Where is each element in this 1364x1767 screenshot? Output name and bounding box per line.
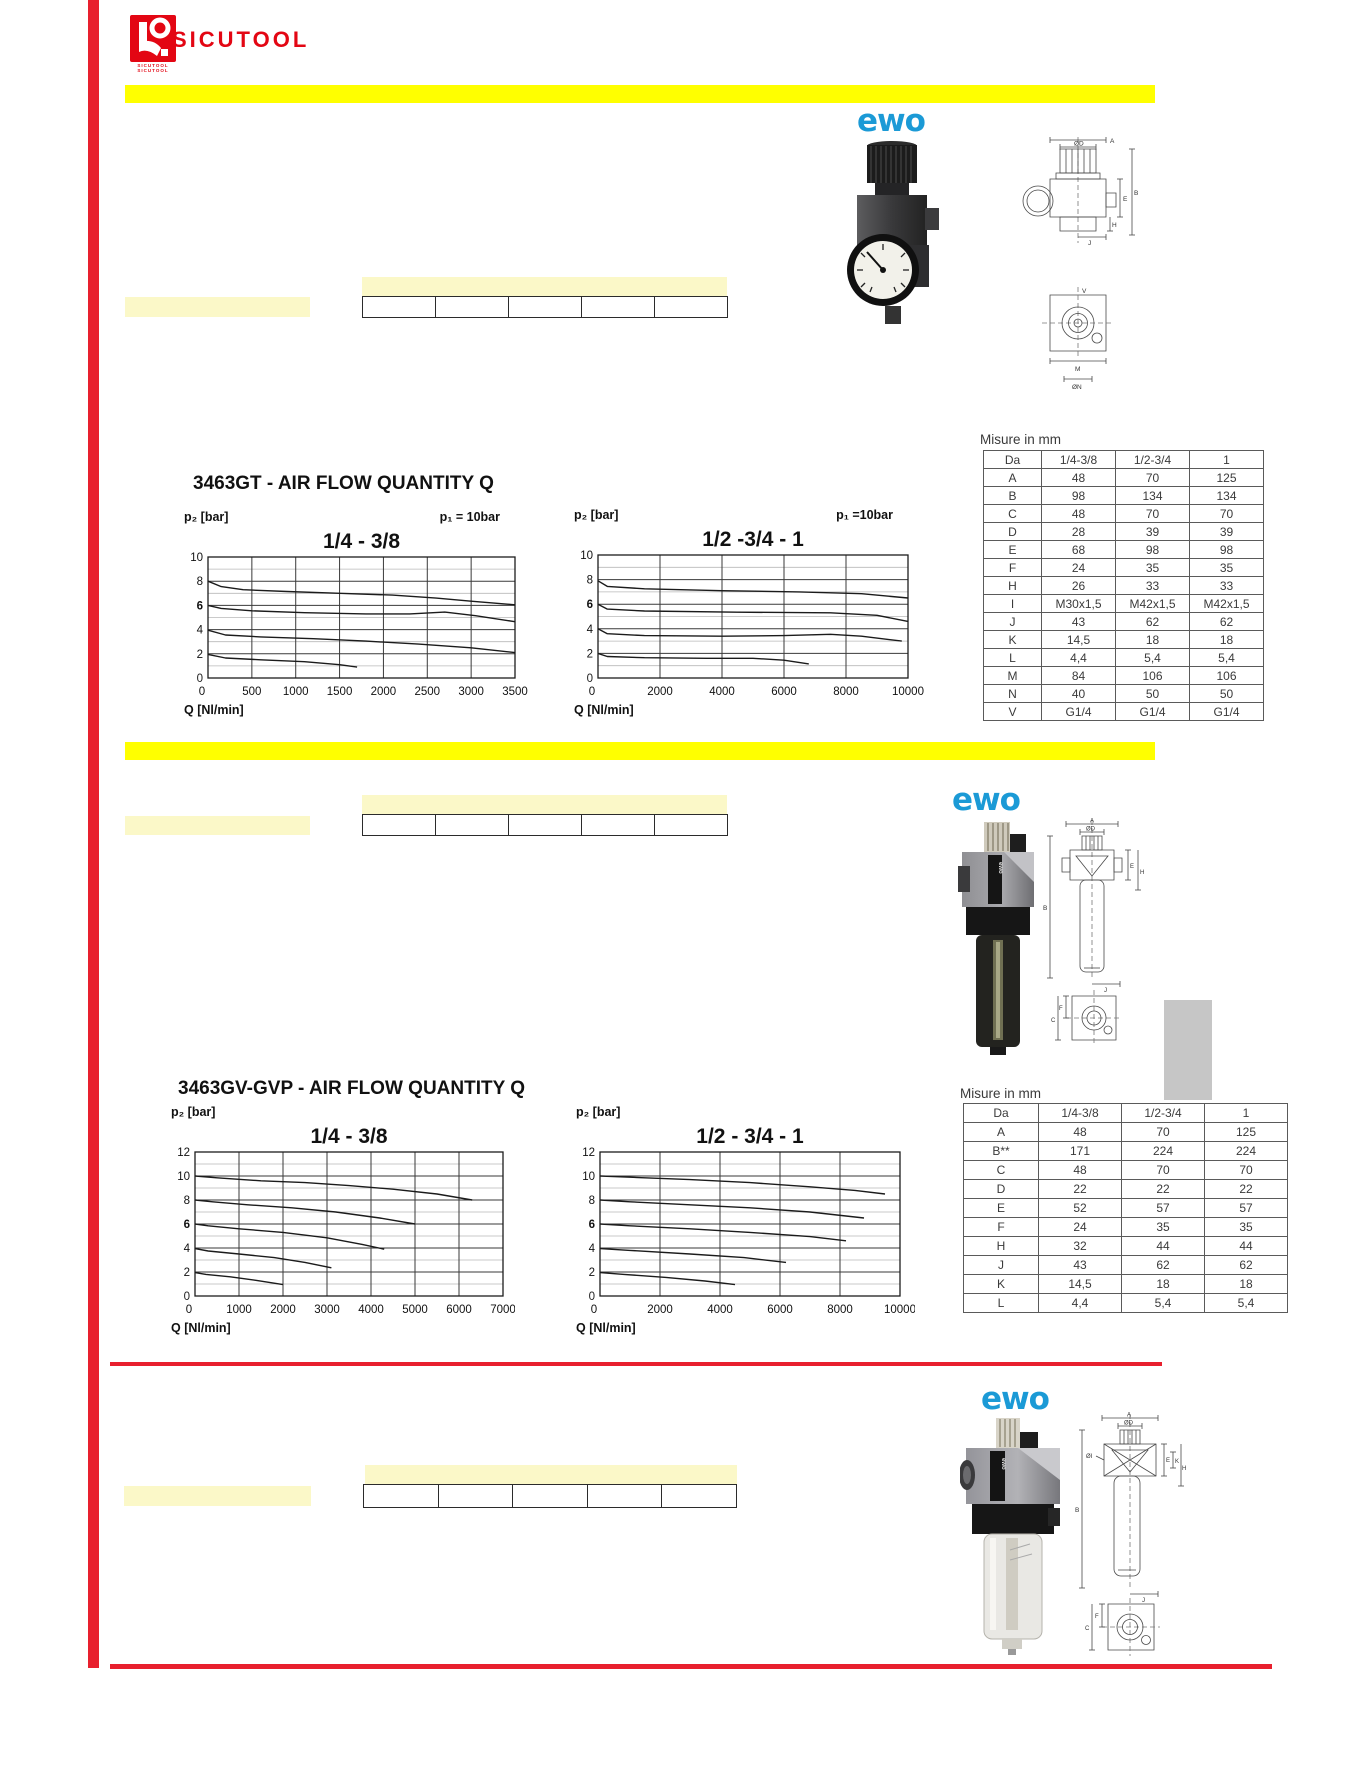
misure-cell: 1: [1190, 451, 1264, 469]
ewo-logo-3: ewo: [981, 1381, 1049, 1417]
series-set-2bar: [598, 653, 809, 664]
series-set-4bar: [598, 629, 902, 641]
svg-text:1/4 - 3/8: 1/4 - 3/8: [310, 1125, 388, 1148]
highlight-band-2: [362, 795, 727, 814]
svg-text:3000: 3000: [458, 686, 484, 698]
spec-cell: [509, 815, 582, 835]
series-set-10bar: [600, 1176, 885, 1194]
series-set-6bar: [208, 605, 515, 621]
misure-cell: M42x1,5: [1190, 595, 1264, 613]
dim-label: ØD: [1074, 140, 1084, 148]
misure-cell: M30x1,5: [1042, 595, 1116, 613]
misure-cell: A: [964, 1123, 1039, 1142]
misure-cell: A: [984, 469, 1042, 487]
misure-cell: 14,5: [1039, 1275, 1122, 1294]
svg-text:10: 10: [582, 1171, 595, 1183]
svg-text:2000: 2000: [370, 686, 397, 698]
spec-cell: [363, 815, 436, 835]
svg-text:8000: 8000: [827, 1304, 853, 1316]
misure-cell: 171: [1039, 1142, 1122, 1161]
svg-text:4: 4: [183, 1243, 190, 1255]
misure-cell: 18: [1190, 631, 1264, 649]
dim-label: E: [1130, 864, 1135, 870]
svg-text:0: 0: [586, 673, 593, 685]
misure-cell: 106: [1116, 667, 1190, 685]
svg-text:Q [Nl/min]: Q [Nl/min]: [574, 703, 634, 717]
svg-text:8: 8: [586, 574, 593, 587]
dim-label: A: [1110, 138, 1115, 145]
misure-cell: 35: [1116, 559, 1190, 577]
spec-cell: [513, 1485, 588, 1507]
svg-text:8: 8: [196, 576, 203, 589]
dim-label: ØD: [1124, 1420, 1133, 1427]
misure-cell: 57: [1205, 1199, 1288, 1218]
svg-text:0: 0: [590, 1304, 598, 1316]
misure-cell: 52: [1039, 1199, 1122, 1218]
svg-text:p₁ = 10bar: p₁ = 10bar: [439, 510, 500, 524]
series-set-8bar: [600, 1200, 864, 1218]
dim-label: M: [1075, 366, 1081, 373]
misure-cell: H: [964, 1237, 1039, 1256]
misure-cell: 39: [1116, 523, 1190, 541]
highlight-band-1: [362, 277, 727, 296]
series-set-8bar: [598, 581, 908, 598]
misure-cell: 4,4: [1042, 649, 1116, 667]
misure-cell: Da: [964, 1104, 1039, 1123]
spec-table-2: [362, 814, 728, 836]
sicutool-logo-icon: [130, 15, 176, 62]
misure-cell: F: [964, 1218, 1039, 1237]
misure-cell: J: [984, 613, 1042, 631]
dim-label: ØN: [1072, 384, 1082, 391]
misure-cell: 134: [1190, 487, 1264, 505]
svg-text:0: 0: [588, 686, 596, 698]
misure-cell: H: [984, 577, 1042, 595]
dim-label: J: [1088, 240, 1092, 247]
series-set-2bar: [208, 654, 357, 667]
misure-cell: B**: [964, 1142, 1039, 1161]
misure-cell: 1/2-3/4: [1122, 1104, 1205, 1123]
spec-cell: [436, 815, 509, 835]
misure-cell: 68: [1042, 541, 1116, 559]
spec-cell: [582, 297, 655, 317]
dim-label: V: [1082, 288, 1087, 295]
misure-cell: 4,4: [1039, 1294, 1122, 1313]
series-set-4bar: [195, 1249, 331, 1268]
ewo-logo-1: ewo: [857, 103, 925, 139]
product-photo-lubricator: [958, 822, 1038, 1057]
spec-table-1: [362, 296, 728, 318]
spec-cell: [588, 1485, 663, 1507]
misure-cell: G1/4: [1042, 703, 1116, 721]
misure-cell: B: [984, 487, 1042, 505]
misure-cell: 84: [1042, 667, 1116, 685]
misure-cell: M42x1,5: [1116, 595, 1190, 613]
spec-cell: [582, 815, 655, 835]
spec-cell: [655, 815, 727, 835]
dim-label: E: [1166, 1458, 1171, 1464]
svg-text:7000: 7000: [490, 1304, 515, 1316]
misure-cell: 57: [1122, 1199, 1205, 1218]
svg-text:12: 12: [582, 1147, 595, 1159]
misure-cell: 5,4: [1122, 1294, 1205, 1313]
chart-block-title-1: 3463GT - AIR FLOW QUANTITY Q: [193, 473, 494, 494]
svg-text:1000: 1000: [282, 686, 309, 698]
misure-cell: 22: [1205, 1180, 1288, 1199]
code-box-1: [125, 297, 310, 317]
misure-cell: K: [984, 631, 1042, 649]
svg-text:2: 2: [183, 1267, 190, 1279]
svg-text:p₂ [bar]: p₂ [bar]: [184, 510, 229, 524]
dim-label: K: [1175, 1459, 1180, 1465]
misure-cell: 70: [1122, 1123, 1205, 1142]
svg-text:6000: 6000: [771, 686, 797, 698]
svg-text:4: 4: [588, 1243, 595, 1255]
misure-cell: 224: [1205, 1142, 1288, 1161]
spec-cell: [662, 1485, 736, 1507]
misure-cell: E: [984, 541, 1042, 559]
svg-text:Q [Nl/min]: Q [Nl/min]: [576, 1321, 636, 1335]
svg-text:0: 0: [185, 1304, 193, 1316]
series-set-2bar: [600, 1273, 735, 1285]
misure-cell: G1/4: [1190, 703, 1264, 721]
svg-text:Q [Nl/min]: Q [Nl/min]: [171, 1321, 231, 1335]
svg-text:2000: 2000: [647, 686, 673, 698]
misure-cell: 5,4: [1190, 649, 1264, 667]
dim-label: ØI: [1086, 1454, 1093, 1460]
misure-cell: 35: [1190, 559, 1264, 577]
misure-cell: G1/4: [1116, 703, 1190, 721]
dim-label: F: [1059, 1006, 1063, 1012]
svg-text:8: 8: [588, 1195, 595, 1207]
svg-text:12: 12: [177, 1147, 190, 1159]
svg-text:ewo: ewo: [997, 862, 1003, 874]
misure-cell: 39: [1190, 523, 1264, 541]
misure-cell: 44: [1122, 1237, 1205, 1256]
misure-cell: 24: [1042, 559, 1116, 577]
svg-text:0: 0: [183, 1291, 190, 1303]
dim-label: C: [1051, 1018, 1056, 1024]
misure-cell: M: [984, 667, 1042, 685]
misure-cell: 134: [1116, 487, 1190, 505]
dim-label: E: [1123, 196, 1128, 203]
brand-title: SICUTOOL: [172, 27, 310, 52]
sicutool-logo-caption: SICUTOOL SICUTOOL: [137, 63, 169, 73]
svg-text:10: 10: [190, 552, 203, 564]
svg-text:8: 8: [183, 1195, 190, 1207]
misure-cell: 5,4: [1205, 1294, 1288, 1313]
misure-cell: 48: [1042, 469, 1116, 487]
misure-cell: 35: [1205, 1218, 1288, 1237]
misure-cell: 33: [1190, 577, 1264, 595]
misure-cell: 125: [1205, 1123, 1288, 1142]
dim-label: ØD: [1086, 826, 1095, 833]
svg-text:8000: 8000: [833, 686, 859, 698]
svg-text:p₂ [bar]: p₂ [bar]: [574, 508, 619, 522]
yellow-bar-middle: [125, 742, 1155, 760]
misure-cell: 14,5: [1042, 631, 1116, 649]
misure-cell: 50: [1190, 685, 1264, 703]
svg-text:1/4 - 3/8: 1/4 - 3/8: [322, 530, 401, 553]
dim-label: H: [1112, 222, 1117, 229]
chart-svg: [165, 1095, 515, 1340]
series-set-6bar: [600, 1224, 846, 1241]
misure-cell: 35: [1122, 1218, 1205, 1237]
misure-cell: 62: [1122, 1256, 1205, 1275]
misure-cell: 18: [1205, 1275, 1288, 1294]
air-flow-chart-1-2-3-4-1: [568, 505, 928, 717]
svg-text:6000: 6000: [767, 1304, 793, 1316]
svg-text:3500: 3500: [502, 686, 528, 698]
misure-cell: 70: [1122, 1161, 1205, 1180]
misure-cell: 1/2-3/4: [1116, 451, 1190, 469]
misure-cell: 62: [1205, 1256, 1288, 1275]
misure-cell: 32: [1039, 1237, 1122, 1256]
dim-label: H: [1182, 1466, 1187, 1472]
chart-svg: [178, 505, 548, 717]
misure-cell: D: [984, 523, 1042, 541]
misure-cell: 125: [1190, 469, 1264, 487]
svg-text:4: 4: [196, 624, 203, 637]
svg-text:2500: 2500: [414, 686, 441, 698]
svg-text:2000: 2000: [270, 1304, 296, 1316]
svg-text:2: 2: [586, 648, 593, 661]
misure-cell: 62: [1190, 613, 1264, 631]
misure-table-1: [983, 450, 1264, 721]
svg-text:2: 2: [588, 1267, 595, 1279]
svg-text:10: 10: [177, 1171, 190, 1183]
misure-cell: 70: [1116, 505, 1190, 523]
technical-drawing-lubricator: [1042, 818, 1147, 1053]
misure-cell: 70: [1205, 1161, 1288, 1180]
misure-cell: 62: [1116, 613, 1190, 631]
misure-cell: 43: [1039, 1256, 1122, 1275]
misure-cell: 22: [1122, 1180, 1205, 1199]
technical-drawing-filter-regulator: [1074, 1412, 1188, 1662]
chart-svg: [570, 1095, 915, 1340]
svg-text:0: 0: [196, 673, 203, 685]
svg-text:6000: 6000: [446, 1304, 472, 1316]
misure-cell: F: [984, 559, 1042, 577]
spec-cell: [655, 297, 727, 317]
spec-table-3: [363, 1484, 737, 1508]
misure-cell: 70: [1190, 505, 1264, 523]
misure-cell: 44: [1205, 1237, 1288, 1256]
misure-cell: C: [984, 505, 1042, 523]
code-box-3: [124, 1486, 311, 1506]
svg-text:4000: 4000: [358, 1304, 384, 1316]
dim-label: A: [1127, 1412, 1132, 1419]
misure-cell: 24: [1039, 1218, 1122, 1237]
misure-cell: 43: [1042, 613, 1116, 631]
misure-cell: K: [964, 1275, 1039, 1294]
misure-cell: L: [984, 649, 1042, 667]
misure-cell: 50: [1116, 685, 1190, 703]
misure-cell: N: [984, 685, 1042, 703]
chart-svg: [568, 505, 928, 717]
misure-cell: 5,4: [1116, 649, 1190, 667]
misure-cell: 18: [1122, 1275, 1205, 1294]
misure-cell: 48: [1039, 1161, 1122, 1180]
page-edge-tab: [1164, 1000, 1212, 1100]
svg-text:10000: 10000: [884, 1304, 915, 1316]
misure-cell: 48: [1039, 1123, 1122, 1142]
misure-cell: 33: [1116, 577, 1190, 595]
svg-text:p₂ [bar]: p₂ [bar]: [171, 1105, 216, 1119]
series-set-6bar: [598, 604, 908, 621]
misure-cell: C: [964, 1161, 1039, 1180]
misure-title-1: Misure in mm: [980, 432, 1062, 447]
svg-text:ewo: ewo: [1000, 1458, 1006, 1470]
technical-drawing-regulator: [1020, 135, 1140, 415]
misure-cell: 98: [1042, 487, 1116, 505]
svg-text:Q [Nl/min]: Q [Nl/min]: [184, 703, 244, 717]
misure-cell: 40: [1042, 685, 1116, 703]
code-box-2: [125, 816, 310, 835]
misure-cell: 1/4-3/8: [1039, 1104, 1122, 1123]
red-divider-bottom: [110, 1664, 1272, 1669]
misure-table-2: [963, 1103, 1288, 1313]
red-divider-1: [110, 1362, 1162, 1366]
svg-text:1000: 1000: [226, 1304, 252, 1316]
misure-cell: 18: [1116, 631, 1190, 649]
svg-text:10: 10: [580, 550, 593, 562]
svg-text:6: 6: [586, 599, 593, 612]
svg-text:0: 0: [198, 686, 206, 698]
misure-cell: 106: [1190, 667, 1264, 685]
dim-label: A: [1090, 818, 1095, 825]
misure-title-2: Misure in mm: [960, 1086, 1042, 1101]
misure-cell: 98: [1116, 541, 1190, 559]
misure-cell: D: [964, 1180, 1039, 1199]
misure-cell: E: [964, 1199, 1039, 1218]
svg-text:6: 6: [196, 600, 203, 613]
svg-text:4000: 4000: [709, 686, 735, 698]
svg-text:6: 6: [588, 1219, 595, 1231]
air-flow-chart-gv-1-4-3-8: [165, 1095, 515, 1340]
svg-text:4: 4: [586, 623, 593, 636]
misure-cell: 224: [1122, 1142, 1205, 1161]
misure-cell: 70: [1116, 469, 1190, 487]
svg-text:3000: 3000: [314, 1304, 340, 1316]
dim-label: J: [1142, 1598, 1145, 1604]
misure-cell: 1/4-3/8: [1042, 451, 1116, 469]
dim-label: B: [1043, 905, 1048, 912]
svg-text:500: 500: [242, 686, 262, 698]
misure-cell: 28: [1042, 523, 1116, 541]
misure-cell: 1: [1205, 1104, 1288, 1123]
svg-text:6: 6: [183, 1219, 190, 1231]
spec-cell: [439, 1485, 514, 1507]
misure-cell: 26: [1042, 577, 1116, 595]
misure-cell: 48: [1042, 505, 1116, 523]
misure-cell: L: [964, 1294, 1039, 1313]
misure-cell: 22: [1039, 1180, 1122, 1199]
dim-label: H: [1140, 870, 1145, 876]
dim-label: J: [1104, 988, 1107, 994]
highlight-band-3: [365, 1465, 737, 1484]
dim-label: F: [1095, 1614, 1099, 1620]
spec-cell: [509, 297, 582, 317]
spec-cell: [364, 1485, 439, 1507]
svg-text:1/2 - 3/4 - 1: 1/2 - 3/4 - 1: [696, 1125, 804, 1148]
svg-text:p₁ =10bar: p₁ =10bar: [836, 508, 893, 522]
dim-label: C: [1085, 1626, 1090, 1632]
svg-text:1500: 1500: [326, 686, 353, 698]
misure-cell: J: [964, 1256, 1039, 1275]
misure-cell: V: [984, 703, 1042, 721]
svg-text:2000: 2000: [647, 1304, 673, 1316]
misure-cell: 98: [1190, 541, 1264, 559]
misure-cell: I: [984, 595, 1042, 613]
product-photo-regulator: [845, 140, 940, 335]
dim-label: B: [1134, 190, 1139, 197]
svg-text:10000: 10000: [892, 686, 924, 698]
svg-text:2: 2: [196, 648, 203, 661]
misure-cell: Da: [984, 451, 1042, 469]
svg-text:5000: 5000: [402, 1304, 428, 1316]
page-edge-bar: [88, 0, 99, 1668]
chart-block-title-2: 3463GV-GVP - AIR FLOW QUANTITY Q: [178, 1078, 525, 1099]
air-flow-chart-1-4-3-8: [178, 505, 548, 717]
spec-cell: [436, 297, 509, 317]
svg-text:1/2 -3/4 - 1: 1/2 -3/4 - 1: [702, 528, 804, 551]
svg-text:p₂ [bar]: p₂ [bar]: [576, 1105, 621, 1119]
svg-text:0: 0: [588, 1291, 595, 1303]
dim-label: B: [1075, 1507, 1080, 1514]
yellow-bar-top: [125, 85, 1155, 103]
svg-text:4000: 4000: [707, 1304, 733, 1316]
air-flow-chart-gv-1-2-3-4-1: [570, 1095, 915, 1340]
ewo-logo-2: ewo: [952, 782, 1020, 818]
series-set-6bar: [195, 1224, 384, 1249]
spec-cell: [363, 297, 436, 317]
product-photo-filter-regulator: [960, 1418, 1066, 1655]
